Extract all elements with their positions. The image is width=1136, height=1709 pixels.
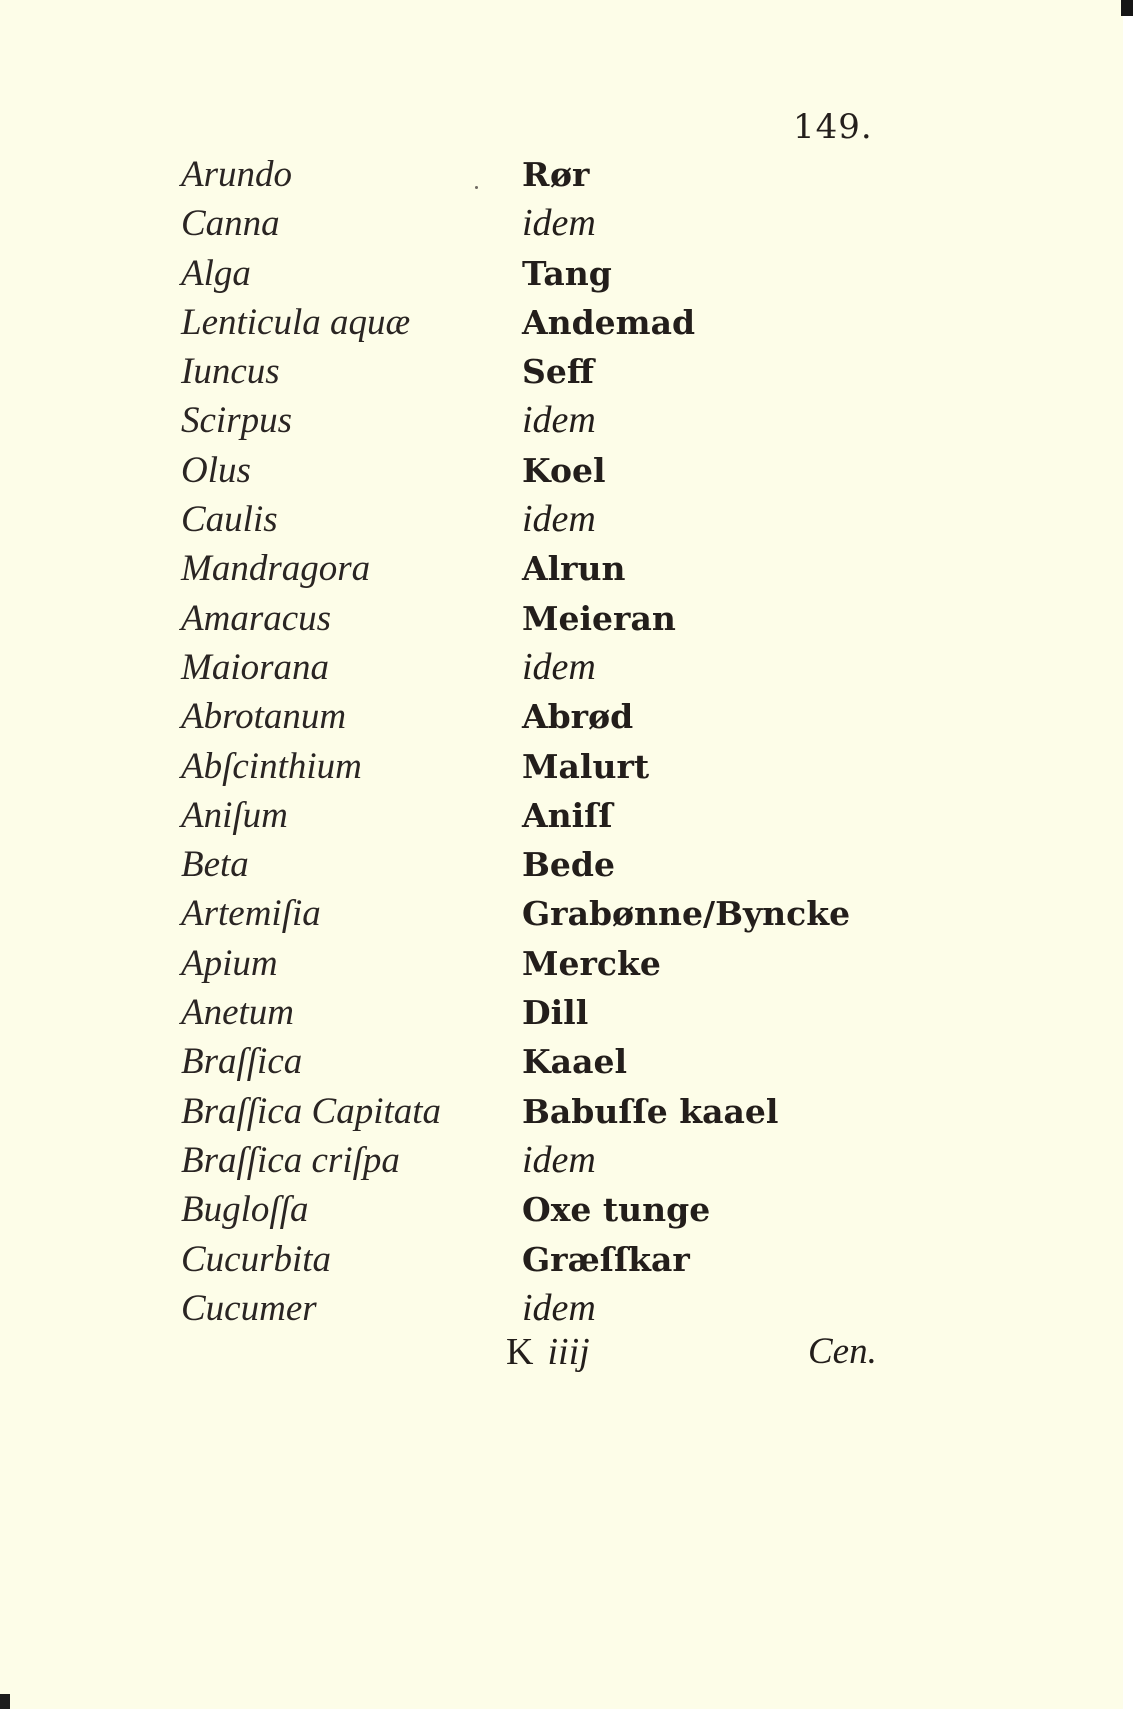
danish-term: Seff <box>522 352 594 392</box>
latin-term: Olus <box>181 449 251 491</box>
danish-term: Meieran <box>522 598 676 638</box>
latin-term: Amaracus <box>181 597 332 639</box>
signature-mark <box>506 1333 590 1371</box>
signature-number: iiij <box>547 1331 590 1373</box>
glossary-entry <box>0 249 1123 298</box>
signature-letter: K <box>506 1331 534 1373</box>
danish-term: Tang <box>522 253 612 293</box>
danish-term: Grabønne/Byncke <box>522 894 851 934</box>
glossary-entry <box>0 889 1123 938</box>
glossary-entry <box>0 199 1123 248</box>
latin-term: Apium <box>181 942 278 984</box>
danish-term: Abrød <box>522 697 634 737</box>
latin-term: Braſſica <box>181 1041 303 1083</box>
latin-term: Artemiſia <box>181 893 321 935</box>
scan-edge-mark <box>1121 0 1133 16</box>
latin-term: Bugloſſa <box>181 1189 309 1231</box>
glossary-entry <box>0 643 1123 692</box>
danish-term: Andemad <box>522 302 696 342</box>
latin-term: Abrotanum <box>181 696 347 738</box>
latin-term: Braſſica criſpa <box>181 1139 400 1181</box>
latin-term: Anetum <box>181 992 295 1034</box>
glossary-entry <box>0 1284 1123 1333</box>
glossary-list <box>0 150 1123 1333</box>
danish-term: Babuſſe kaael <box>522 1091 779 1131</box>
glossary-entry <box>0 1235 1123 1284</box>
latin-term: Cucumer <box>181 1287 317 1329</box>
danish-term: Bede <box>522 845 615 885</box>
danish-term: Kaael <box>522 1042 627 1082</box>
glossary-entry <box>0 446 1123 495</box>
glossary-entry <box>0 495 1123 544</box>
danish-term: idem <box>522 498 596 541</box>
scan-corner-mark <box>0 1694 10 1709</box>
glossary-entry <box>0 1136 1123 1185</box>
latin-term: Canna <box>181 203 280 245</box>
glossary-entry <box>0 939 1123 988</box>
catchword: Cen. <box>808 1331 877 1372</box>
danish-term: Aniſſ <box>522 795 613 835</box>
danish-term: Dill <box>522 993 589 1033</box>
danish-term: idem <box>522 645 596 688</box>
latin-term: Beta <box>181 844 249 886</box>
glossary-entry <box>0 791 1123 840</box>
danish-term: Græſſkar <box>522 1239 690 1279</box>
glossary-entry <box>0 347 1123 396</box>
danish-term: idem <box>522 1286 596 1329</box>
latin-term: Aniſum <box>181 794 288 836</box>
glossary-entry <box>0 396 1123 445</box>
glossary-entry <box>0 988 1123 1037</box>
latin-term: Cucurbita <box>181 1238 332 1280</box>
glossary-entry <box>0 692 1123 741</box>
latin-term: Scirpus <box>181 400 292 442</box>
danish-term: Mercke <box>522 943 661 983</box>
glossary-entry <box>0 594 1123 643</box>
glossary-entry <box>0 298 1123 347</box>
danish-term: idem <box>522 1138 596 1181</box>
danish-term: idem <box>522 399 596 442</box>
glossary-entry <box>0 1185 1123 1234</box>
glossary-entry <box>0 150 1123 199</box>
latin-term: Iuncus <box>181 351 280 393</box>
scan-margin <box>1123 0 1136 1709</box>
danish-term: Oxe tunge <box>522 1190 711 1230</box>
latin-term: Lenticula aquæ <box>181 301 411 343</box>
latin-term: Caulis <box>181 499 278 541</box>
latin-term: Braſſica Capitata <box>181 1090 442 1132</box>
latin-term: Arundo <box>181 154 292 195</box>
latin-term: Maiorana <box>181 646 329 688</box>
glossary-entry <box>0 1037 1123 1086</box>
page-number: 149. <box>793 107 873 147</box>
danish-term: Rør <box>522 155 590 194</box>
glossary-entry <box>0 544 1123 593</box>
latin-term: Mandragora <box>181 548 371 590</box>
danish-term: Koel <box>522 450 606 490</box>
latin-term: Abſcinthium <box>181 745 362 787</box>
glossary-entry <box>0 840 1123 889</box>
danish-term: Malurt <box>522 746 650 786</box>
danish-term: Alrun <box>522 549 626 589</box>
danish-term: idem <box>522 202 596 245</box>
latin-term: Alga <box>181 252 251 294</box>
glossary-entry <box>0 1087 1123 1136</box>
glossary-entry <box>0 742 1123 791</box>
